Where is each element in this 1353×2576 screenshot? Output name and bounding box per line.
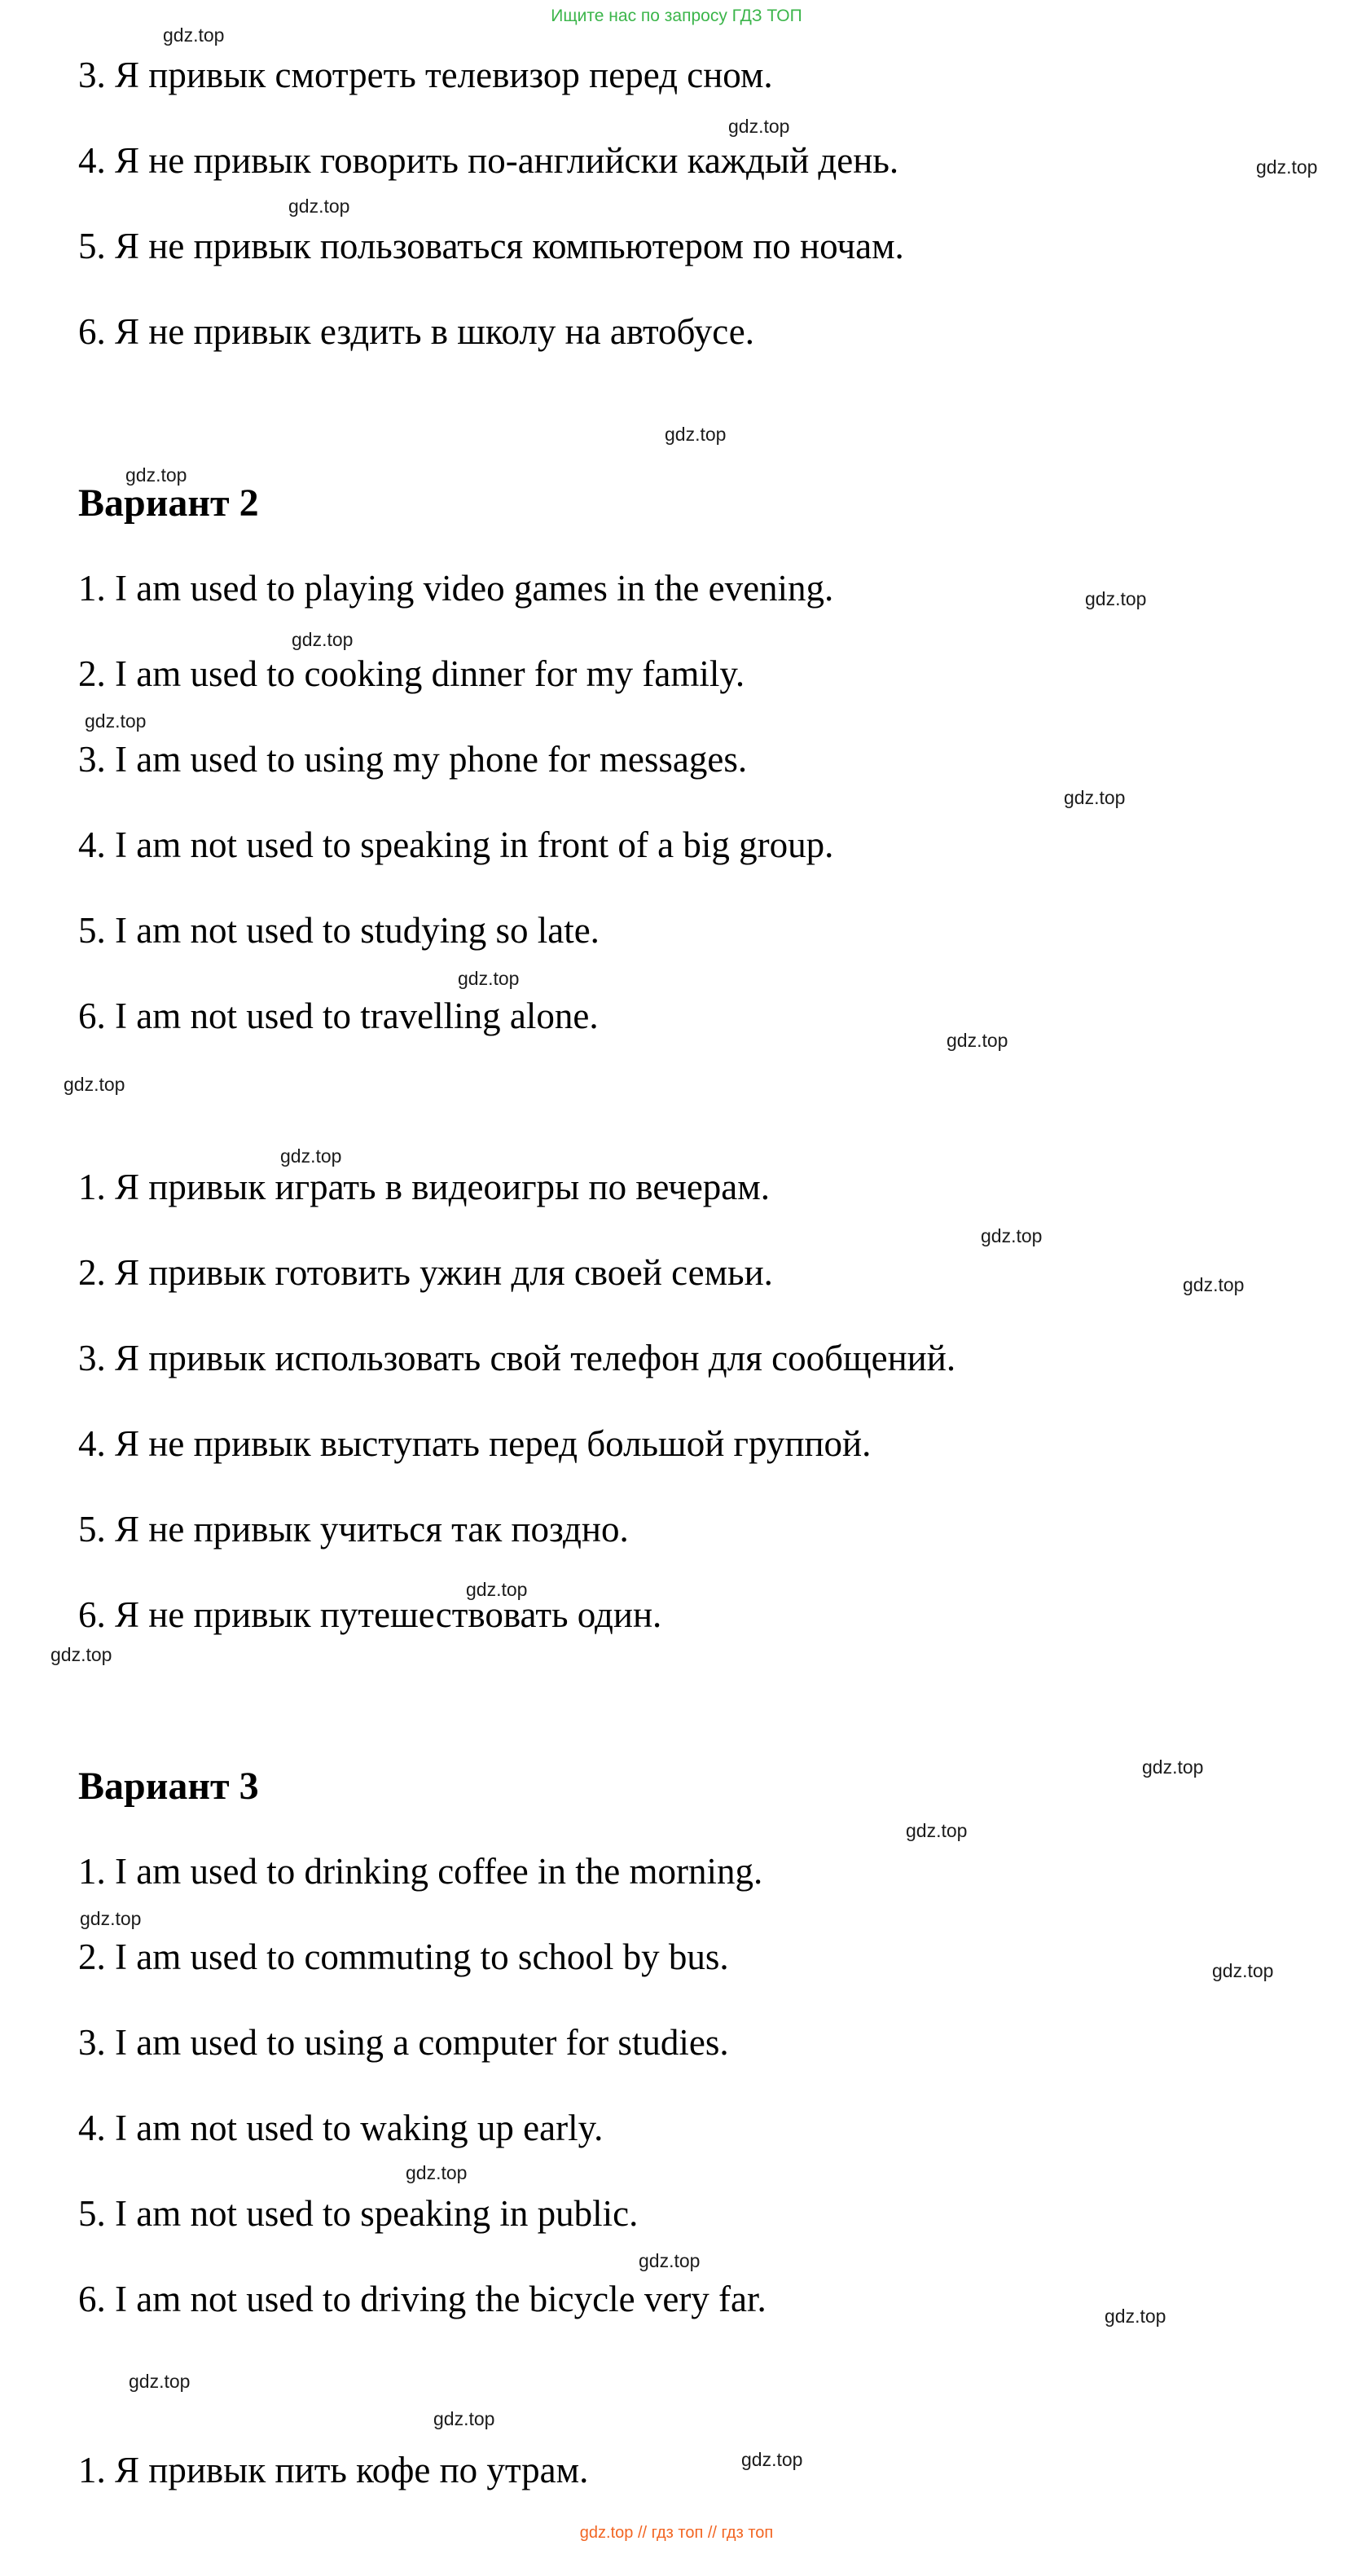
answer-line: 5. I am not used to speaking in public.: [78, 2193, 639, 2234]
answer-line: 4. Я не привык выступать перед большой группой.: [78, 1423, 872, 1464]
watermark: gdz.top: [129, 2371, 191, 2392]
watermark: gdz.top: [1064, 787, 1126, 808]
watermark: gdz.top: [906, 1820, 968, 1841]
watermark: gdz.top: [981, 1225, 1043, 1246]
answer-line: 3. Я привык смотреть телевизор перед сном.: [78, 55, 773, 95]
watermark: gdz.top: [1142, 1756, 1204, 1778]
watermark: gdz.top: [125, 464, 187, 486]
watermark: gdz.top: [458, 968, 520, 989]
watermark: gdz.top: [80, 1908, 142, 1929]
answer-line: 1. Я привык пить кофе по утрам.: [78, 2450, 589, 2490]
watermark: gdz.top: [406, 2162, 468, 2183]
answer-line: 1. I am used to drinking coffee in the morning.: [78, 1851, 763, 1892]
answers-content: [78, 33, 1320, 2513]
watermark: gdz.top: [163, 24, 225, 46]
answer-line: 2. I am used to commuting to school by bus.: [78, 1936, 729, 1977]
watermark: gdz.top: [280, 1145, 342, 1167]
answer-line: 3. I am used to using my phone for messages.: [78, 739, 748, 780]
answer-line: 5. I am not used to studying so late.: [78, 910, 600, 951]
variant-3-heading: Вариант 3: [78, 1765, 259, 1808]
watermark: gdz.top: [1085, 588, 1147, 609]
answer-line: 4. I am not used to speaking in front of a big group.: [78, 824, 834, 865]
answer-line: 3. I am used to using a computer for studies.: [78, 2022, 729, 2063]
answer-line: 1. Я привык играть в видеоигры по вечерам.: [78, 1167, 771, 1207]
answer-line: 4. Я не привык говорить по-английски каждый день.: [78, 140, 899, 181]
answer-line: 6. I am not used to driving the bicycle very far.: [78, 2279, 767, 2319]
answer-line: 5. Я не привык учиться так поздно.: [78, 1509, 629, 1550]
watermark: gdz.top: [288, 196, 350, 217]
answer-line: 2. I am used to cooking dinner for my family.: [78, 653, 745, 694]
watermark: gdz.top: [466, 1579, 528, 1600]
answer-line: 6. Я не привык ездить в школу на автобусе.: [78, 311, 754, 352]
answer-line: 3. Я привык использовать свой телефон для сообщений.: [78, 1338, 956, 1378]
answer-line: 6. I am not used to travelling alone.: [78, 996, 599, 1036]
watermark: gdz.top: [1105, 2306, 1166, 2327]
watermark: gdz.top: [85, 710, 147, 732]
answer-line: 5. Я не привык пользоваться компьютером по ночам.: [78, 226, 904, 266]
footer-links[interactable]: gdz.top // гдз топ // гдз топ: [579, 2524, 774, 2542]
watermark: gdz.top: [947, 1030, 1008, 1051]
answer-line: 2. Я привык готовить ужин для своей семьи.: [78, 1252, 773, 1293]
answer-line: 4. I am not used to waking up early.: [78, 2108, 604, 2148]
answer-line: 1. I am used to playing video games in the evening.: [78, 568, 834, 609]
answer-line: 6. Я не привык путешествовать один.: [78, 1594, 662, 1635]
watermark: gdz.top: [665, 424, 727, 445]
watermark: gdz.top: [51, 1644, 112, 1665]
watermark: gdz.top: [1183, 1274, 1245, 1295]
watermark: gdz.top: [64, 1074, 125, 1095]
watermark: gdz.top: [728, 116, 790, 137]
watermark: gdz.top: [292, 629, 354, 650]
variant-2-heading: Вариант 2: [78, 481, 259, 525]
watermark: gdz.top: [1256, 156, 1318, 178]
watermark: gdz.top: [433, 2408, 495, 2429]
watermark: gdz.top: [741, 2449, 803, 2470]
watermark: gdz.top: [1212, 1960, 1274, 1981]
watermark: gdz.top: [639, 2250, 701, 2271]
site-promo-text: Ищите нас по запросу ГДЗ ТОП: [551, 7, 802, 25]
